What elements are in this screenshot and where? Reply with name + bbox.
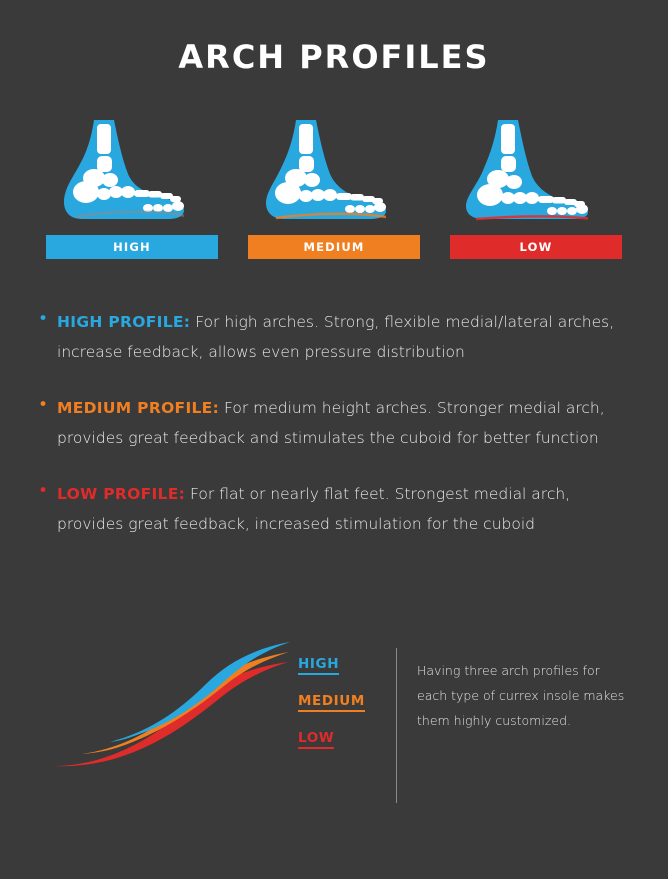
foot-xray-low-arch-icon xyxy=(456,118,616,223)
description-heading-high: HIGH PROFILE: xyxy=(57,313,191,331)
foot-xray-medium-arch-icon xyxy=(254,118,414,223)
description-heading-medium: MEDIUM PROFILE: xyxy=(57,399,220,417)
page-title: ARCH PROFILES xyxy=(178,38,490,76)
list-item-medium xyxy=(38,393,628,453)
foot-xray-high-arch-icon xyxy=(52,118,212,223)
description-text-medium xyxy=(57,393,628,453)
profile-column-high xyxy=(46,118,218,259)
legend-item-low xyxy=(298,730,390,749)
profile-column-medium xyxy=(248,118,420,259)
profile-illustration-row xyxy=(0,118,668,259)
list-item-high xyxy=(38,307,628,367)
bullet-dot-icon: • xyxy=(38,395,49,415)
legend-label-low: LOW xyxy=(298,730,334,749)
description-body-medium: For medium height arches. Stronger medial arch, provides great feedback and stimulates the cuboid for better function xyxy=(57,399,605,447)
bullet-dot-icon: • xyxy=(38,309,49,329)
description-text-high xyxy=(57,307,628,367)
legend-item-high xyxy=(298,656,390,675)
profile-description-list xyxy=(38,307,628,539)
profile-label-medium: MEDIUM xyxy=(248,235,420,259)
bullet-dot-icon: • xyxy=(38,481,49,501)
profile-label-low: LOW xyxy=(450,235,622,259)
description-body-high: For high arches. Strong, flexible medial/lateral arches, increase feedback, allows even pressure distribution xyxy=(57,313,615,361)
list-item-low xyxy=(38,479,628,539)
legend-item-medium xyxy=(298,693,390,712)
footer-note: Having three arch profiles for each type of currex insole makes them highly customized. xyxy=(417,663,625,728)
legend-label-medium: MEDIUM xyxy=(298,693,365,712)
profile-column-low xyxy=(450,118,622,259)
description-body-low: For flat or nearly flat feet. Strongest medial arch, provides great feedback, increased stimulation for the cuboid xyxy=(57,485,571,533)
profile-label-high: HIGH xyxy=(46,235,218,259)
arch-curves-swoosh-icon xyxy=(48,636,296,796)
legend-label-high: HIGH xyxy=(298,656,339,675)
footer-section xyxy=(0,636,668,826)
footer-legend xyxy=(298,656,390,767)
description-heading-low: LOW PROFILE: xyxy=(57,485,186,503)
vertical-divider xyxy=(396,648,397,803)
description-text-low xyxy=(57,479,628,539)
